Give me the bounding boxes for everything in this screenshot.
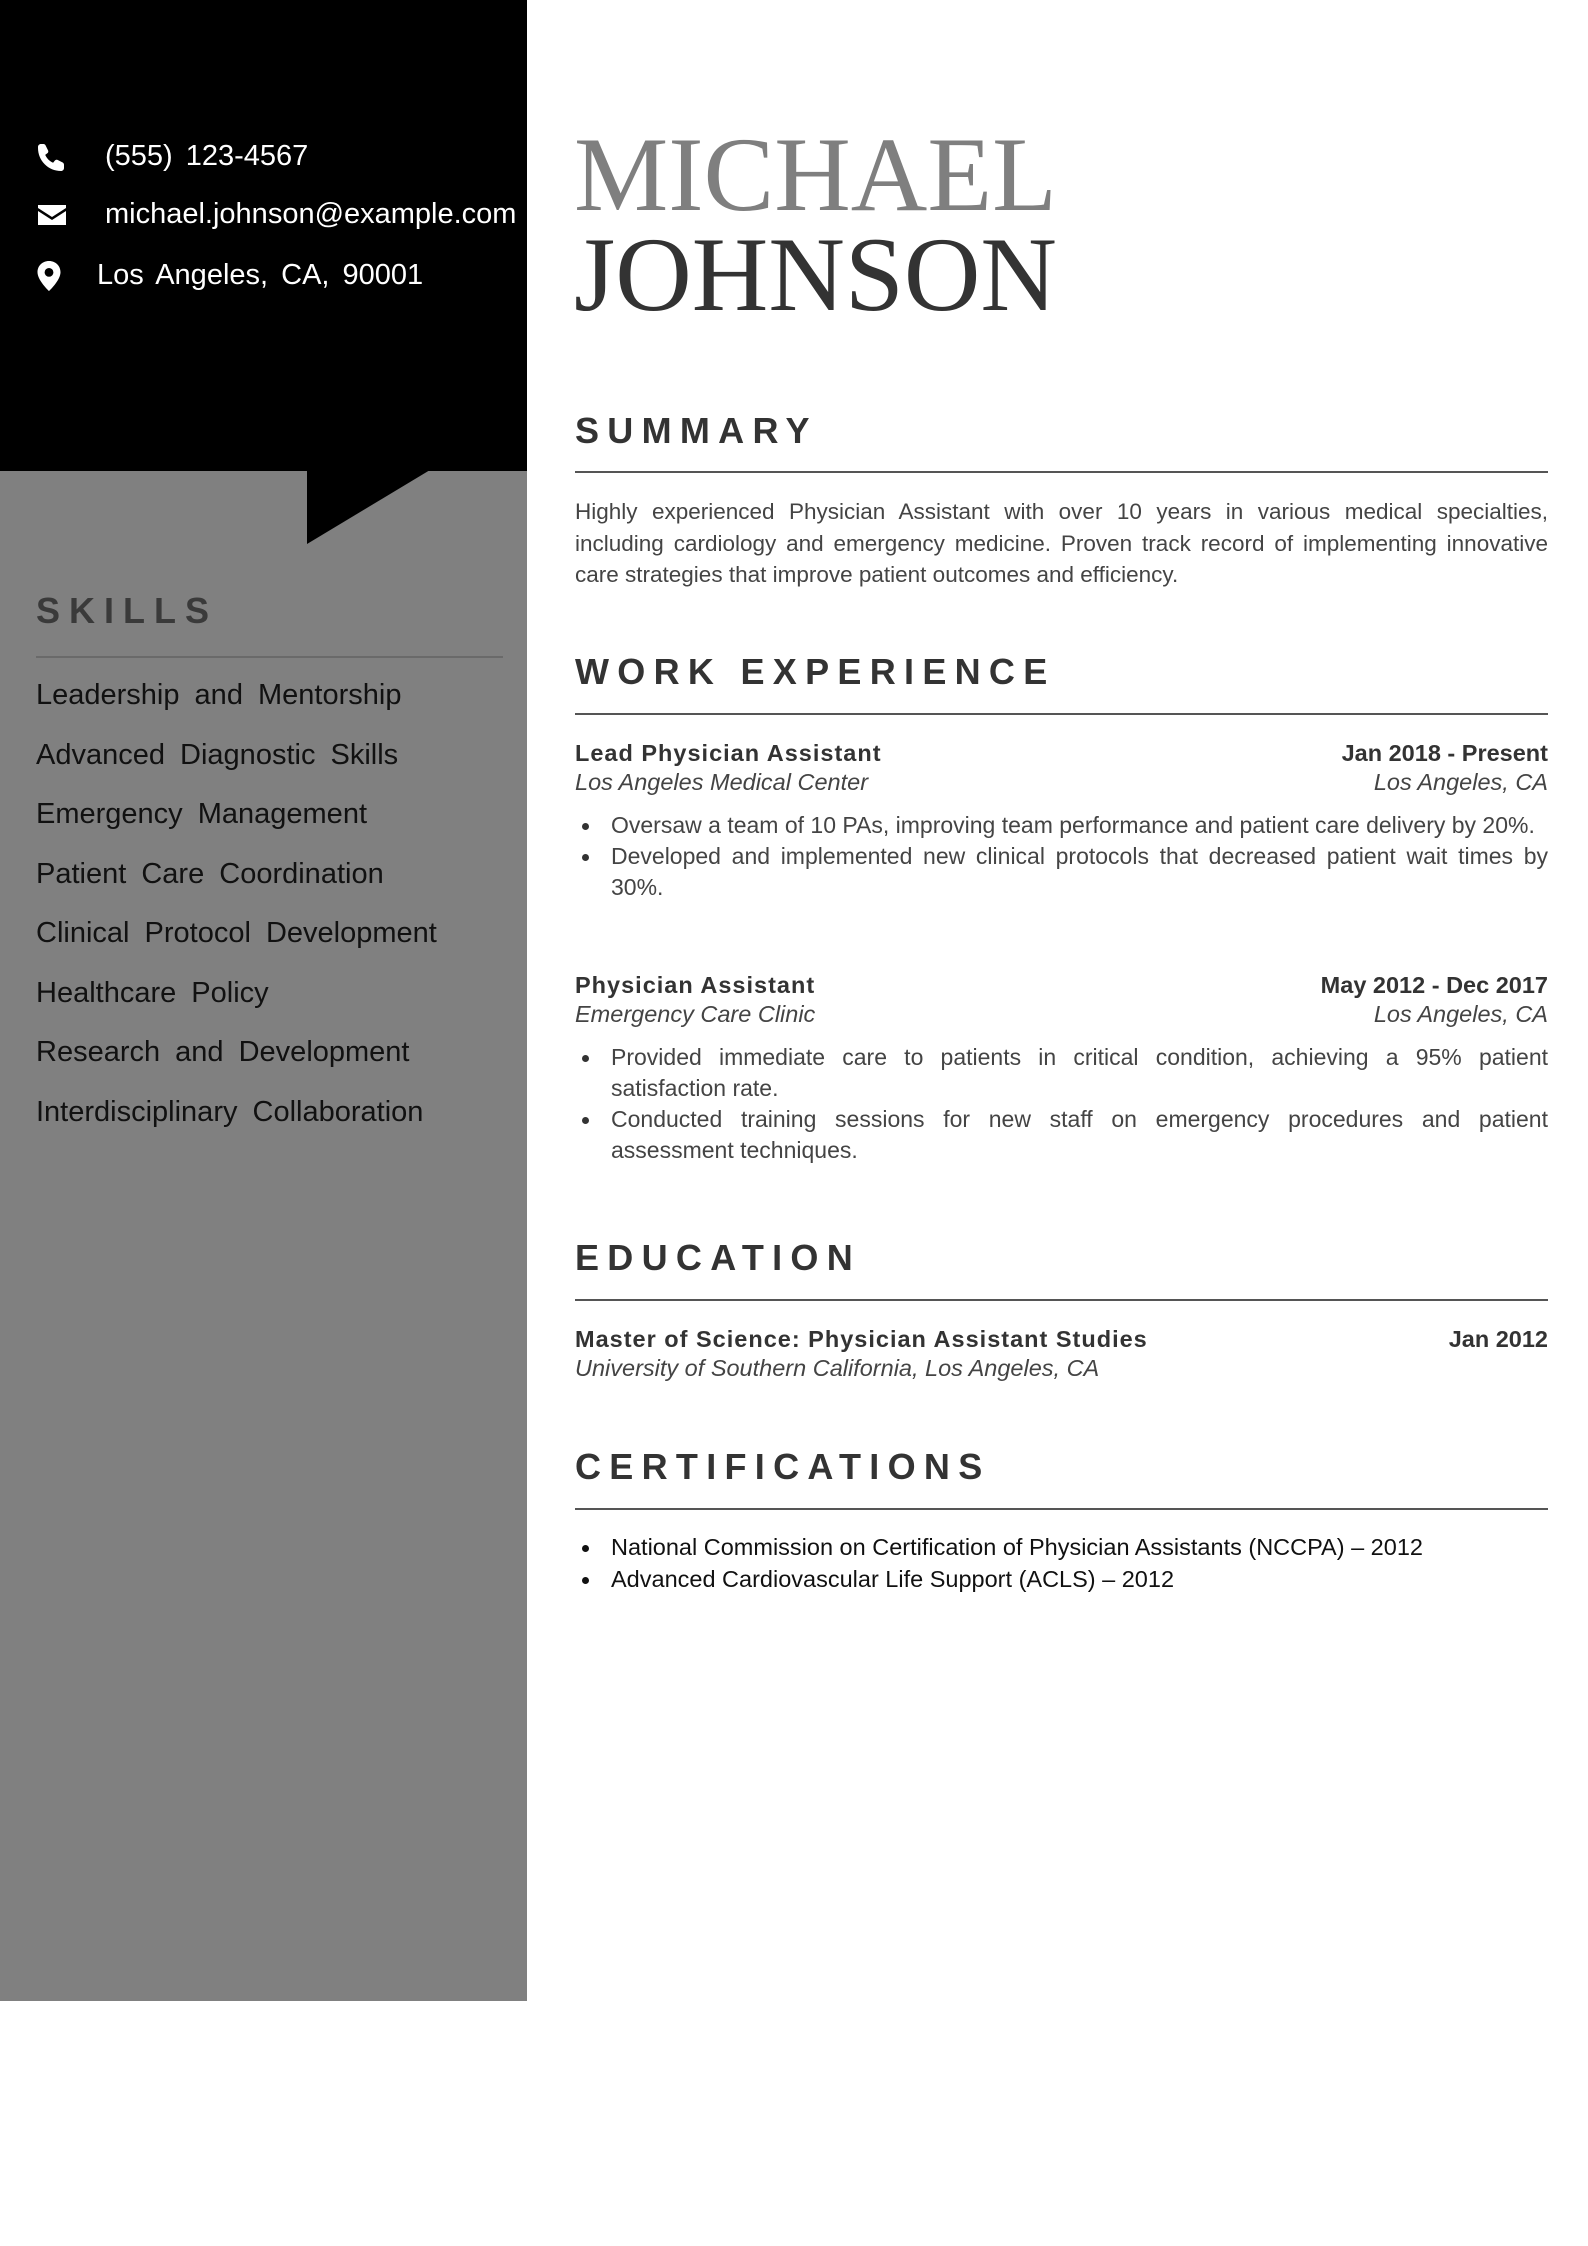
- map-pin-icon: [36, 260, 62, 292]
- work-experience-divider: [575, 713, 1548, 715]
- summary-divider: [575, 471, 1548, 473]
- phone-icon: [36, 141, 68, 173]
- summary-text: Highly experienced Physician Assistant with over 10 years in various medical specialties, including cardiology and emergency medicine. Proven track record of implementing innovative care strategies that improve patient outcomes and efficiency.: [575, 499, 1548, 587]
- certifications-heading: CERTIFICATIONS: [575, 1446, 991, 1487]
- skills-divider: [36, 656, 503, 658]
- job-entry: [575, 972, 1548, 1166]
- job-title: Lead Physician Assistant: [575, 740, 882, 766]
- job-bullet: Provided immediate care to patients in critical condition, achieving a 95% patient satisfaction rate.: [575, 1042, 1548, 1104]
- first-name: MICHAEL: [574, 116, 1057, 233]
- job-bullet: Developed and implemented new clinical protocols that decreased patient wait times by 30%.: [575, 841, 1548, 903]
- summary-heading: SUMMARY: [575, 410, 818, 451]
- job-dates: Jan 2018 - Present: [1341, 740, 1548, 766]
- contact-location: [36, 259, 423, 292]
- education-entry: [575, 1326, 1548, 1382]
- sidebar-notch: [307, 470, 430, 544]
- degree-date: Jan 2012: [1448, 1326, 1548, 1352]
- skill-item: Clinical Protocol Development: [36, 917, 437, 949]
- skill-item: Patient Care Coordination: [36, 857, 384, 890]
- certification-item: National Commission on Certification of Physician Assistants (NCCPA) – 2012: [575, 1531, 1548, 1563]
- last-name: JOHNSON: [574, 216, 1057, 333]
- degree-title: Master of Science: Physician Assistant Studies: [575, 1326, 1148, 1352]
- job-location: Los Angeles, CA: [1373, 1001, 1548, 1027]
- job-location: Los Angeles, CA: [1373, 769, 1548, 795]
- job-dates: May 2012 - Dec 2017: [1320, 972, 1548, 998]
- skill-item: Emergency Management: [36, 798, 367, 830]
- location-text: Los Angeles, CA, 90001: [97, 259, 424, 291]
- job-bullet: Conducted training sessions for new staff on emergency procedures and patient assessment techniques.: [575, 1104, 1548, 1166]
- skill-item: Healthcare Policy: [36, 976, 269, 1009]
- candidate-name: [574, 116, 1057, 333]
- school-name: University of Southern California, Los Angeles, CA: [575, 1355, 1100, 1381]
- sidebar-contact-panel: [0, 0, 527, 471]
- skills-list: [36, 672, 437, 1148]
- job-bullets: [575, 810, 1548, 903]
- job-bullet: Oversaw a team of 10 PAs, improving team performance and patient care delivery by 20%.: [575, 810, 1548, 841]
- skill-item: Interdisciplinary Collaboration: [36, 1095, 424, 1128]
- skill-item: Research and Development: [36, 1036, 410, 1068]
- job-organization: Emergency Care Clinic: [575, 1001, 816, 1027]
- skill-item: Advanced Diagnostic Skills: [36, 738, 399, 771]
- education-heading: EDUCATION: [575, 1237, 862, 1278]
- phone-number[interactable]: (555) 123-4567: [105, 140, 309, 172]
- work-experience-heading: WORK EXPERIENCE: [575, 651, 1056, 692]
- job-entry: [575, 740, 1548, 903]
- skill-item: Leadership and Mentorship: [36, 679, 402, 711]
- skills-heading: SKILLS: [36, 590, 219, 631]
- certifications-divider: [575, 1508, 1548, 1510]
- envelope-icon: [36, 199, 68, 231]
- job-title: Physician Assistant: [575, 972, 816, 998]
- email-address[interactable]: michael.johnson@example.com: [105, 198, 517, 230]
- contact-email: [36, 198, 516, 231]
- contact-phone: [36, 140, 308, 173]
- education-divider: [575, 1299, 1548, 1301]
- job-bullets: [575, 1042, 1548, 1166]
- certification-item: Advanced Cardiovascular Life Support (ACLS) – 2012: [575, 1563, 1548, 1595]
- job-organization: Los Angeles Medical Center: [575, 769, 869, 795]
- certifications-list: [575, 1531, 1548, 1595]
